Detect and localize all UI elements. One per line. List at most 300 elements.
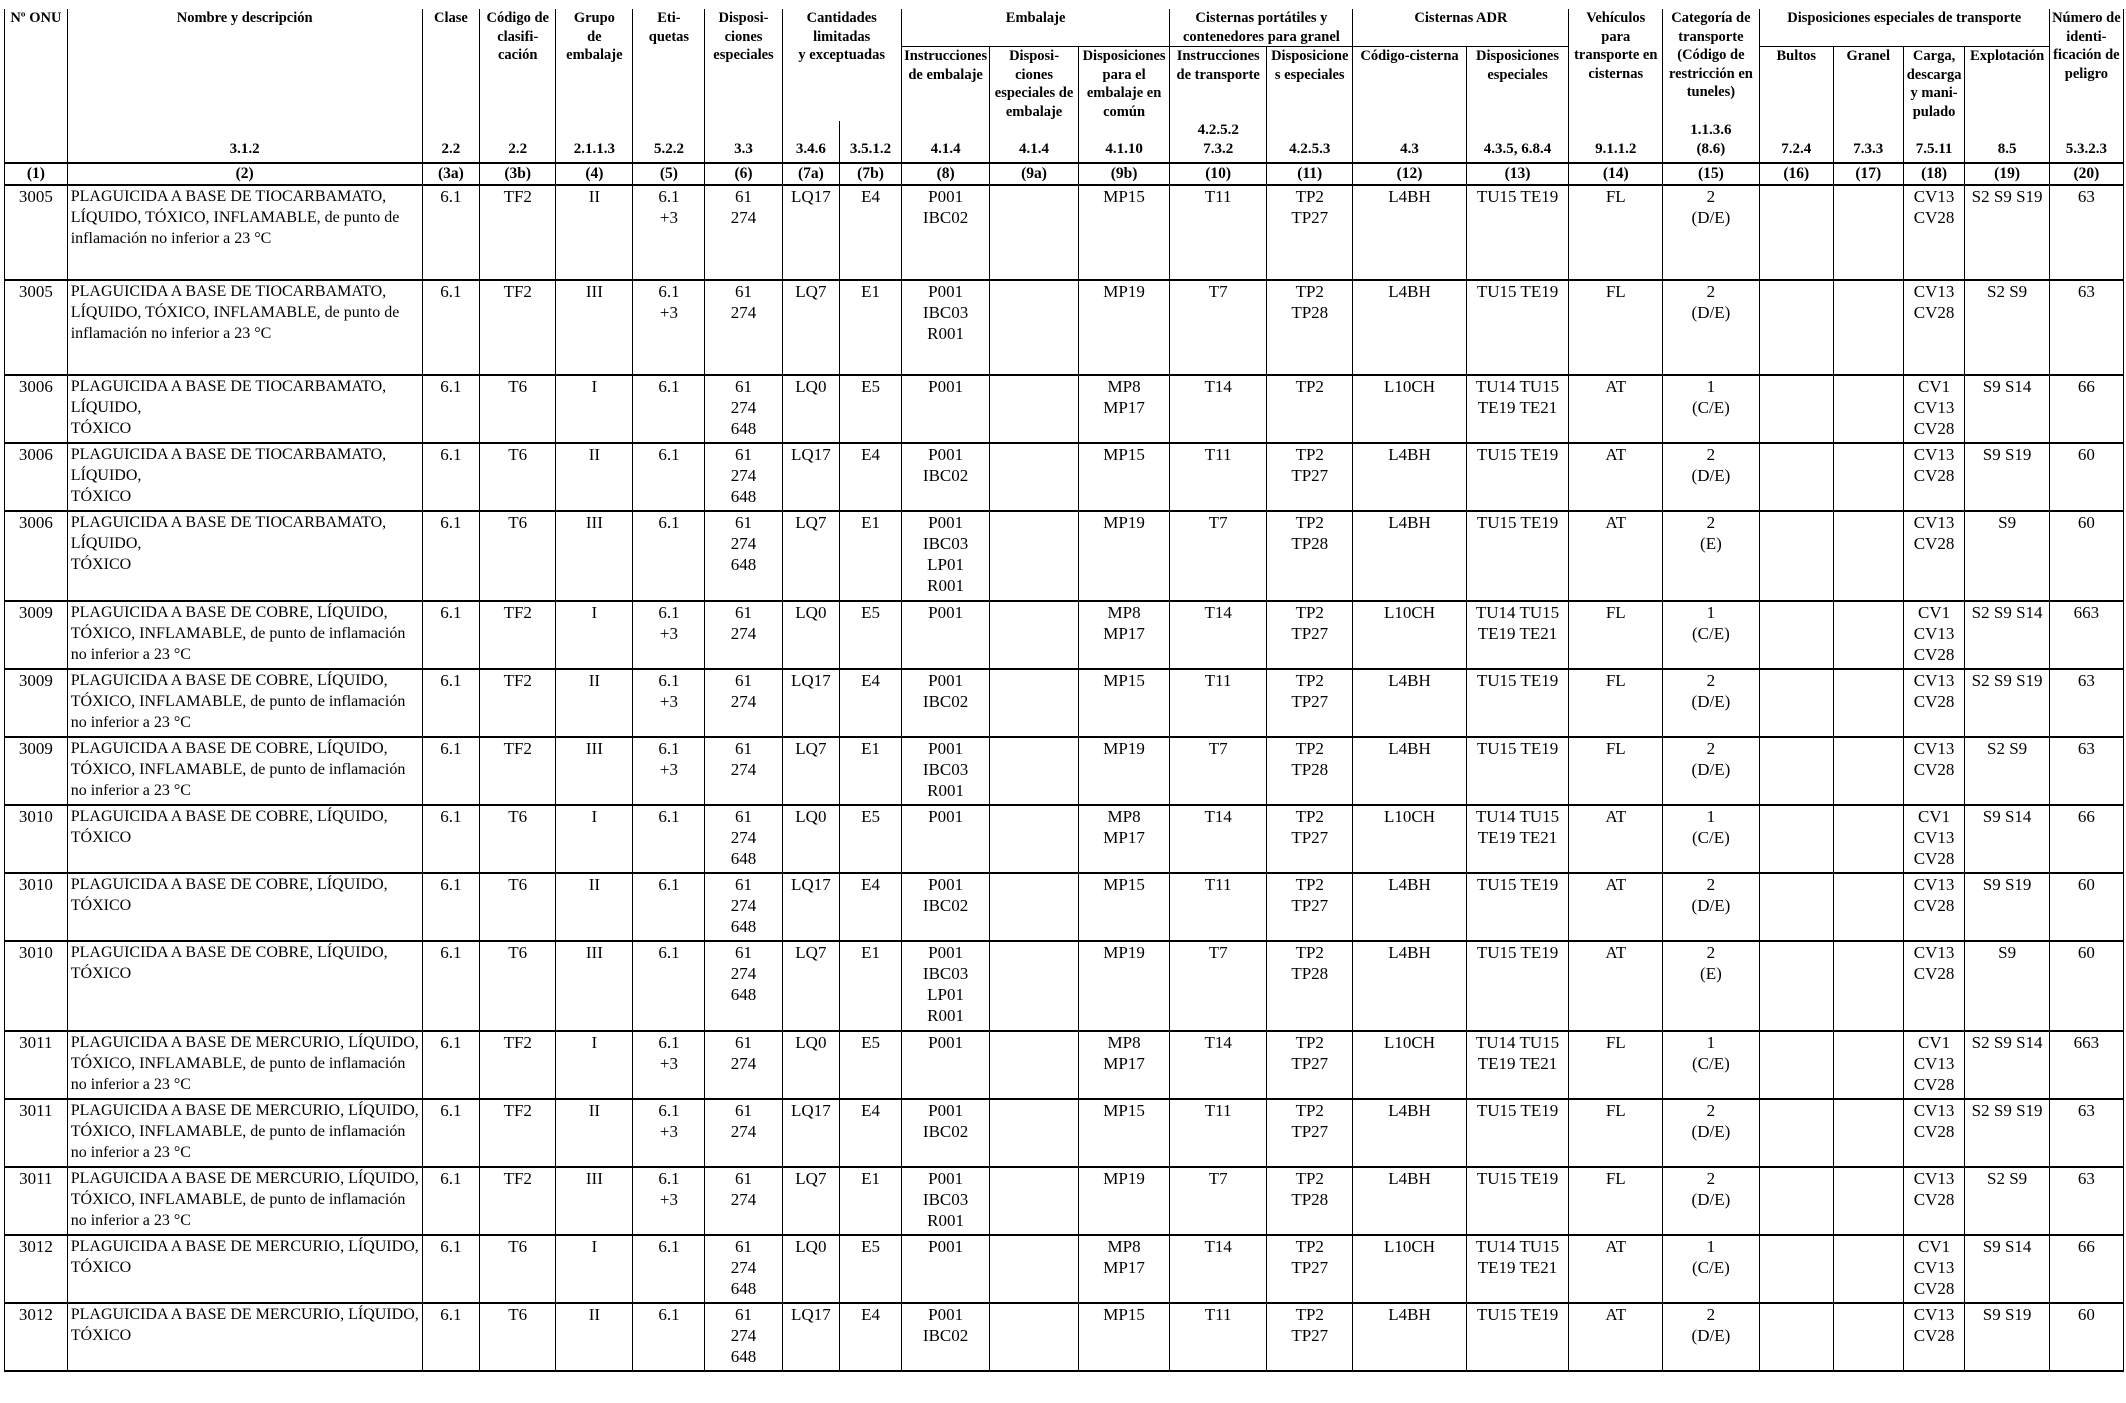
table-cell: 66: [2049, 375, 2123, 443]
table-cell: 6.1: [633, 1303, 705, 1371]
table-cell: [1759, 1167, 1833, 1235]
un-number-cell: 3009: [5, 669, 68, 737]
reference-cell: 4.2.5.3: [1267, 121, 1353, 163]
table-row: [5, 1099, 2124, 1167]
table-cell: T11: [1170, 873, 1267, 941]
name-description-cell: PLAGUICIDA A BASE DE COBRE, LÍQUIDO, TÓXICO, INFLAMABLE, de punto de inflamación no inferior a 23 °C: [67, 737, 422, 805]
table-cell: 6.1: [422, 1235, 480, 1303]
table-cell: S2 S9 S19: [1965, 185, 2049, 280]
column-number-cell: (7b): [840, 163, 902, 185]
table-cell: 6.1: [422, 601, 480, 669]
column-number-cell: (13): [1466, 163, 1569, 185]
table-cell: II: [556, 443, 633, 511]
table-cell: E5: [840, 1235, 902, 1303]
name-description-cell: PLAGUICIDA A BASE DE TIOCARBAMATO, LÍQUIDO, TÓXICO, INFLAMABLE, de punto de inflamación no inferior a 23 °C: [67, 280, 422, 375]
table-cell: P001 IBC03 LP01 R001: [901, 511, 989, 601]
table-cell: E5: [840, 375, 902, 443]
table-cell: MP8 MP17: [1078, 805, 1170, 873]
table-cell: 2 (D/E): [1663, 873, 1760, 941]
table-cell: T11: [1170, 185, 1267, 280]
table-cell: I: [556, 375, 633, 443]
table-cell: E4: [840, 1303, 902, 1371]
table-cell: [990, 443, 1078, 511]
table-cell: [990, 941, 1078, 1031]
column-number-cell: (10): [1170, 163, 1267, 185]
column-number-cell: (3a): [422, 163, 480, 185]
table-cell: S2 S9 S19: [1965, 1099, 2049, 1167]
table-cell: [990, 873, 1078, 941]
table-cell: 2 (E): [1663, 511, 1760, 601]
table-cell: L10CH: [1353, 1031, 1466, 1099]
table-row: [5, 1303, 2124, 1371]
table-row: [5, 669, 2124, 737]
table-cell: TU15 TE19: [1466, 873, 1569, 941]
table-cell: [990, 1099, 1078, 1167]
table-cell: [990, 1167, 1078, 1235]
table-cell: 1 (C/E): [1663, 601, 1760, 669]
table-cell: [1759, 601, 1833, 669]
table-cell: T6: [480, 873, 556, 941]
adr-table-wrapper: [4, 9, 2124, 1372]
table-cell: LQ17: [782, 1099, 840, 1167]
table-row: [5, 941, 2124, 1031]
table-row: [5, 443, 2124, 511]
table-cell: 6.1 +3: [633, 669, 705, 737]
name-description-cell: PLAGUICIDA A BASE DE COBRE, LÍQUIDO, TÓXICO: [67, 941, 422, 1031]
name-description-cell: PLAGUICIDA A BASE DE MERCURIO, LÍQUIDO, TÓXICO, INFLAMABLE, de punto de inflamación no inferior a 23 °C: [67, 1031, 422, 1099]
table-cell: TP2 TP27: [1267, 185, 1353, 280]
table-cell: E4: [840, 873, 902, 941]
reference-cell: 4.1.10: [1078, 121, 1170, 163]
table-cell: CV1 CV13 CV28: [1903, 375, 1965, 443]
table-cell: TU15 TE19: [1466, 737, 1569, 805]
table-cell: [990, 375, 1078, 443]
table-cell: S9 S14: [1965, 1235, 2049, 1303]
dangerous-goods-table: [4, 9, 2124, 1372]
table-cell: TP2 TP27: [1267, 805, 1353, 873]
table-cell: AT: [1569, 375, 1663, 443]
table-cell: LQ17: [782, 1303, 840, 1371]
reference-cell: 7.5.11: [1903, 121, 1965, 163]
table-cell: T14: [1170, 805, 1267, 873]
group-header-special-transport-provisions: Disposiciones especiales de transporte: [1759, 9, 2049, 47]
table-cell: 6.1 +3: [633, 737, 705, 805]
table-cell: FL: [1569, 669, 1663, 737]
table-cell: [990, 1235, 1078, 1303]
table-cell: 6.1: [633, 375, 705, 443]
table-cell: TU14 TU15 TE19 TE21: [1466, 601, 1569, 669]
table-cell: [1759, 805, 1833, 873]
table-cell: [1833, 1303, 1903, 1371]
name-description-cell: PLAGUICIDA A BASE DE TIOCARBAMATO, LÍQUIDO, TÓXICO: [67, 375, 422, 443]
reference-cell: 3.3: [705, 121, 782, 163]
table-cell: TP2 TP28: [1267, 1167, 1353, 1235]
table-cell: 63: [2049, 737, 2123, 805]
table-cell: T6: [480, 1235, 556, 1303]
table-cell: LQ7: [782, 511, 840, 601]
reference-cell: 4.2.5.2 7.3.2: [1170, 121, 1267, 163]
table-cell: 6.1: [422, 1099, 480, 1167]
table-cell: 6.1 +3: [633, 280, 705, 375]
table-cell: T14: [1170, 1235, 1267, 1303]
table-row: [5, 873, 2124, 941]
table-cell: CV13 CV28: [1903, 1167, 1965, 1235]
table-cell: L10CH: [1353, 805, 1466, 873]
table-cell: FL: [1569, 1031, 1663, 1099]
table-cell: S2 S9 S19: [1965, 669, 2049, 737]
col-header-class: Clase: [422, 9, 480, 121]
table-cell: [1833, 443, 1903, 511]
table-cell: LQ0: [782, 601, 840, 669]
un-number-cell: 3011: [5, 1031, 68, 1099]
table-cell: II: [556, 1303, 633, 1371]
table-cell: P001: [901, 1235, 989, 1303]
table-cell: 61 274 648: [705, 1303, 782, 1371]
table-cell: [1759, 375, 1833, 443]
reference-cell: 3.5.1.2: [840, 121, 902, 163]
un-number-cell: 3010: [5, 805, 68, 873]
table-cell: [1833, 873, 1903, 941]
table-cell: 6.1: [633, 511, 705, 601]
table-cell: III: [556, 737, 633, 805]
un-number-cell: 3011: [5, 1167, 68, 1235]
table-cell: 63: [2049, 1167, 2123, 1235]
table-cell: 6.1: [422, 1031, 480, 1099]
name-description-cell: PLAGUICIDA A BASE DE COBRE, LÍQUIDO, TÓXICO: [67, 873, 422, 941]
table-cell: [1833, 941, 1903, 1031]
table-cell: L10CH: [1353, 1235, 1466, 1303]
table-cell: P001 IBC02: [901, 443, 989, 511]
table-cell: LQ0: [782, 375, 840, 443]
column-number-cell: (18): [1903, 163, 1965, 185]
table-cell: [1759, 1031, 1833, 1099]
table-cell: MP19: [1078, 280, 1170, 375]
reference-cell: 2.2: [480, 121, 556, 163]
table-cell: 61 274 648: [705, 941, 782, 1031]
table-cell: 6.1: [422, 1167, 480, 1235]
col-header-tank-vehicles: Vehículos para transporte en cisternas: [1569, 9, 1663, 121]
table-cell: 61 274: [705, 1099, 782, 1167]
table-cell: TU15 TE19: [1466, 1167, 1569, 1235]
table-cell: P001 IBC02: [901, 1099, 989, 1167]
table-cell: S2 S9: [1965, 737, 2049, 805]
table-cell: AT: [1569, 941, 1663, 1031]
table-cell: [1759, 511, 1833, 601]
col-header-name: Nombre y descripción: [67, 9, 422, 121]
table-cell: III: [556, 1167, 633, 1235]
table-cell: E1: [840, 1167, 902, 1235]
col-header-adr-tank-special-provisions: Disposiciones especiales: [1466, 47, 1569, 122]
col-header-tank-special-provisions: Disposicione s especiales: [1267, 47, 1353, 122]
header-row-references: [5, 121, 2124, 163]
reference-cell: 4.3.5, 6.8.4: [1466, 121, 1569, 163]
table-cell: MP19: [1078, 1167, 1170, 1235]
col-header-bulk: Granel: [1833, 47, 1903, 122]
un-number-cell: 3009: [5, 737, 68, 805]
table-cell: [1759, 737, 1833, 805]
table-row: [5, 805, 2124, 873]
table-cell: MP19: [1078, 737, 1170, 805]
un-number-cell: 3010: [5, 941, 68, 1031]
table-cell: FL: [1569, 1099, 1663, 1167]
table-cell: L4BH: [1353, 185, 1466, 280]
table-row: [5, 1235, 2124, 1303]
column-number-cell: (11): [1267, 163, 1353, 185]
table-cell: 663: [2049, 601, 2123, 669]
table-cell: E5: [840, 805, 902, 873]
table-row: [5, 1167, 2124, 1235]
table-cell: AT: [1569, 1303, 1663, 1371]
table-cell: T6: [480, 511, 556, 601]
table-cell: CV13 CV28: [1903, 443, 1965, 511]
table-cell: TU15 TE19: [1466, 280, 1569, 375]
table-cell: AT: [1569, 443, 1663, 511]
table-row: [5, 185, 2124, 280]
table-cell: L4BH: [1353, 1099, 1466, 1167]
table-cell: T7: [1170, 280, 1267, 375]
table-cell: [990, 669, 1078, 737]
table-cell: T14: [1170, 375, 1267, 443]
table-cell: 61 274 648: [705, 375, 782, 443]
table-cell: S9 S19: [1965, 1303, 2049, 1371]
table-cell: TP2 TP27: [1267, 1235, 1353, 1303]
table-cell: FL: [1569, 280, 1663, 375]
table-cell: TF2: [480, 601, 556, 669]
table-cell: T6: [480, 443, 556, 511]
name-description-cell: PLAGUICIDA A BASE DE COBRE, LÍQUIDO, TÓXICO: [67, 805, 422, 873]
table-cell: 60: [2049, 443, 2123, 511]
table-cell: AT: [1569, 805, 1663, 873]
table-cell: 1 (C/E): [1663, 1235, 1760, 1303]
table-cell: 2 (D/E): [1663, 280, 1760, 375]
table-cell: E1: [840, 280, 902, 375]
table-cell: TU15 TE19: [1466, 1099, 1569, 1167]
table-cell: TP2 TP27: [1267, 669, 1353, 737]
table-cell: 1 (C/E): [1663, 805, 1760, 873]
table-cell: 6.1: [422, 1303, 480, 1371]
table-cell: 6.1: [422, 805, 480, 873]
table-cell: L4BH: [1353, 873, 1466, 941]
table-cell: P001 IBC02: [901, 185, 989, 280]
table-cell: FL: [1569, 1167, 1663, 1235]
table-cell: T7: [1170, 941, 1267, 1031]
table-cell: T6: [480, 375, 556, 443]
table-cell: LQ0: [782, 1235, 840, 1303]
table-cell: TP2 TP27: [1267, 1099, 1353, 1167]
table-cell: P001: [901, 375, 989, 443]
table-cell: [1833, 669, 1903, 737]
table-cell: T6: [480, 941, 556, 1031]
table-cell: 61 274 648: [705, 443, 782, 511]
reference-cell: 3.1.2: [67, 121, 422, 163]
reference-cell: 4.1.4: [990, 121, 1078, 163]
table-cell: [1833, 511, 1903, 601]
table-cell: 663: [2049, 1031, 2123, 1099]
table-cell: MP8 MP17: [1078, 1031, 1170, 1099]
table-cell: CV13 CV28: [1903, 737, 1965, 805]
table-cell: L4BH: [1353, 737, 1466, 805]
table-cell: CV13 CV28: [1903, 873, 1965, 941]
table-cell: AT: [1569, 873, 1663, 941]
table-cell: MP8 MP17: [1078, 375, 1170, 443]
table-cell: II: [556, 185, 633, 280]
column-number-cell: (17): [1833, 163, 1903, 185]
table-cell: E1: [840, 941, 902, 1031]
table-cell: L4BH: [1353, 1167, 1466, 1235]
table-cell: 6.1 +3: [633, 1167, 705, 1235]
table-cell: CV13 CV28: [1903, 1099, 1965, 1167]
table-cell: [1759, 941, 1833, 1031]
table-cell: I: [556, 601, 633, 669]
table-cell: 66: [2049, 805, 2123, 873]
name-description-cell: PLAGUICIDA A BASE DE MERCURIO, LÍQUIDO, TÓXICO: [67, 1303, 422, 1371]
table-cell: E5: [840, 601, 902, 669]
table-cell: E1: [840, 737, 902, 805]
un-number-cell: 3005: [5, 280, 68, 375]
column-number-cell: (12): [1353, 163, 1466, 185]
table-cell: TP2: [1267, 375, 1353, 443]
table-cell: L4BH: [1353, 443, 1466, 511]
table-cell: LQ7: [782, 941, 840, 1031]
table-cell: 6.1: [422, 873, 480, 941]
table-cell: II: [556, 669, 633, 737]
table-cell: S9: [1965, 941, 2049, 1031]
table-cell: 60: [2049, 941, 2123, 1031]
table-cell: 61 274 648: [705, 805, 782, 873]
table-cell: TP2 TP27: [1267, 1303, 1353, 1371]
col-header-operation: Explotación: [1965, 47, 2049, 122]
column-number-cell: (20): [2049, 163, 2123, 185]
table-cell: TU15 TE19: [1466, 185, 1569, 280]
table-cell: TU14 TU15 TE19 TE21: [1466, 1235, 1569, 1303]
table-cell: CV1 CV13 CV28: [1903, 1031, 1965, 1099]
table-cell: [990, 601, 1078, 669]
table-cell: [1833, 1031, 1903, 1099]
table-body: [5, 185, 2124, 1371]
table-cell: 1 (C/E): [1663, 1031, 1760, 1099]
table-cell: [990, 511, 1078, 601]
table-cell: E5: [840, 1031, 902, 1099]
table-cell: 61 274: [705, 280, 782, 375]
table-cell: 6.1: [422, 375, 480, 443]
col-header-packing-instructions: Instrucciones de embalaje: [901, 47, 989, 122]
column-number-cell: (8): [901, 163, 989, 185]
table-cell: L4BH: [1353, 511, 1466, 601]
table-cell: [1759, 669, 1833, 737]
table-cell: II: [556, 1099, 633, 1167]
col-header-transport-instructions: Instrucciones de transporte: [1170, 47, 1267, 122]
table-cell: 63: [2049, 1099, 2123, 1167]
table-cell: LQ7: [782, 1167, 840, 1235]
table-cell: 60: [2049, 873, 2123, 941]
table-cell: MP15: [1078, 1303, 1170, 1371]
table-cell: 60: [2049, 511, 2123, 601]
table-cell: 6.1: [633, 873, 705, 941]
table-cell: 1 (C/E): [1663, 375, 1760, 443]
column-number-cell: (6): [705, 163, 782, 185]
table-cell: CV13 CV28: [1903, 1303, 1965, 1371]
table-cell: 6.1 +3: [633, 1031, 705, 1099]
table-cell: CV13 CV28: [1903, 511, 1965, 601]
table-cell: TF2: [480, 1031, 556, 1099]
table-row: [5, 601, 2124, 669]
table-cell: III: [556, 280, 633, 375]
un-number-cell: 3006: [5, 511, 68, 601]
table-cell: TP2 TP27: [1267, 443, 1353, 511]
table-cell: P001: [901, 601, 989, 669]
table-cell: AT: [1569, 1235, 1663, 1303]
table-cell: T6: [480, 805, 556, 873]
table-cell: T11: [1170, 443, 1267, 511]
name-description-cell: PLAGUICIDA A BASE DE TIOCARBAMATO, LÍQUIDO, TÓXICO: [67, 511, 422, 601]
table-cell: 2 (E): [1663, 941, 1760, 1031]
table-cell: TU14 TU15 TE19 TE21: [1466, 1031, 1569, 1099]
col-header-classification-code: Código de clasifi- cación: [480, 9, 556, 121]
table-cell: TP2 TP27: [1267, 873, 1353, 941]
table-cell: P001: [901, 1031, 989, 1099]
table-cell: TP2 TP28: [1267, 280, 1353, 375]
col-header-un-number: Nº ONU: [5, 9, 68, 121]
table-cell: 6.1 +3: [633, 1099, 705, 1167]
table-row: [5, 280, 2124, 375]
table-row: [5, 375, 2124, 443]
table-cell: 61 274 648: [705, 511, 782, 601]
un-number-cell: 3010: [5, 873, 68, 941]
un-number-cell: 3006: [5, 443, 68, 511]
table-cell: FL: [1569, 185, 1663, 280]
table-cell: TU14 TU15 TE19 TE21: [1466, 375, 1569, 443]
un-number-cell: 3012: [5, 1235, 68, 1303]
table-cell: 60: [2049, 1303, 2123, 1371]
col-header-hazard-id-number: Número de identi- ficación de peligro: [2049, 9, 2123, 121]
reference-cell: 5.2.2: [633, 121, 705, 163]
name-description-cell: PLAGUICIDA A BASE DE TIOCARBAMATO, LÍQUIDO, TÓXICO, INFLAMABLE, de punto de inflamación no inferior a 23 °C: [67, 185, 422, 280]
table-cell: S9 S14: [1965, 805, 2049, 873]
table-cell: LQ7: [782, 280, 840, 375]
table-cell: S2 S9: [1965, 280, 2049, 375]
name-description-cell: PLAGUICIDA A BASE DE TIOCARBAMATO, LÍQUIDO, TÓXICO: [67, 443, 422, 511]
table-cell: T11: [1170, 669, 1267, 737]
table-cell: T14: [1170, 601, 1267, 669]
table-cell: CV1 CV13 CV28: [1903, 805, 1965, 873]
table-cell: TU15 TE19: [1466, 443, 1569, 511]
col-header-tank-code: Código-cisterna: [1353, 47, 1466, 122]
col-header-packages: Bultos: [1759, 47, 1833, 122]
table-cell: 61 274: [705, 601, 782, 669]
un-number-cell: 3012: [5, 1303, 68, 1371]
table-cell: CV1 CV13 CV28: [1903, 601, 1965, 669]
table-cell: [1759, 1099, 1833, 1167]
table-cell: I: [556, 1031, 633, 1099]
table-cell: MP19: [1078, 511, 1170, 601]
table-cell: S2 S9: [1965, 1167, 2049, 1235]
table-cell: MP15: [1078, 1099, 1170, 1167]
table-cell: [1759, 185, 1833, 280]
table-cell: [990, 1303, 1078, 1371]
reference-cell: 1.1.3.6 (8.6): [1663, 121, 1760, 163]
table-cell: P001 IBC02: [901, 873, 989, 941]
table-cell: L4BH: [1353, 1303, 1466, 1371]
un-number-cell: 3006: [5, 375, 68, 443]
name-description-cell: PLAGUICIDA A BASE DE MERCURIO, LÍQUIDO, TÓXICO, INFLAMABLE, de punto de inflamación no inferior a 23 °C: [67, 1167, 422, 1235]
un-number-cell: 3005: [5, 185, 68, 280]
table-cell: E4: [840, 1099, 902, 1167]
group-header-portable-tanks: Cisternas portátiles y contenedores para granel: [1170, 9, 1353, 47]
table-cell: [990, 805, 1078, 873]
col-header-transport-category: Categoría de transporte (Código de restricción en tuneles): [1663, 9, 1760, 121]
table-cell: MP15: [1078, 443, 1170, 511]
table-cell: 6.1: [633, 805, 705, 873]
